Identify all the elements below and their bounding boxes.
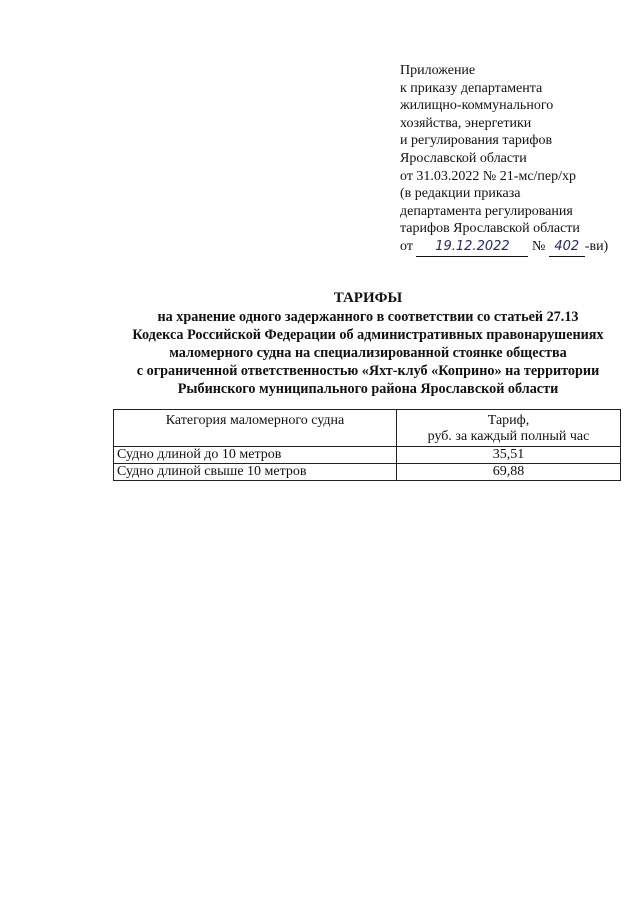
title-line: на хранение одного задержанного в соответствии со статьей 27.13 [157, 309, 579, 325]
header-tariff [397, 410, 621, 447]
header-tariff-line: Тариф, [487, 413, 530, 428]
row-category: Судно длиной до 10 метров [114, 447, 397, 464]
tariff-table [113, 409, 621, 481]
table-row [114, 464, 621, 481]
table-row [114, 447, 621, 464]
amendment-line [400, 238, 630, 257]
appendix-line: Приложение [400, 63, 476, 78]
header-category: Категория маломерного судна [114, 410, 397, 447]
title-line: Кодекса Российской Федерации об административных правонарушениях [132, 327, 604, 343]
row-tariff: 69,88 [397, 464, 621, 481]
table-header-row [114, 410, 621, 447]
appendix-line: хозяйства, энергетики [400, 115, 532, 131]
title-line: Рыбинского муниципального района Ярославской области [177, 381, 559, 397]
appendix-line: Ярославской области [400, 150, 527, 166]
title-main: ТАРИФЫ [333, 290, 403, 306]
appendix-line: к приказу департамента [400, 80, 543, 96]
appendix-line: тарифов Ярославской области [400, 221, 580, 237]
title-line: маломерного судна на специализированной стоянке общества [169, 345, 567, 361]
appendix-line: от 31.03.2022 № 21-мс/пер/хр [400, 168, 577, 184]
row-category: Судно длиной свыше 10 метров [114, 464, 397, 481]
appendix-line: департамента регулирования [400, 203, 573, 219]
number-sign: № [531, 238, 546, 254]
handwritten-date: 19.12.2022 [416, 238, 528, 257]
appendix-line: (в редакции приказа [400, 186, 521, 202]
handwritten-number: 402 [549, 238, 585, 257]
document-title [108, 289, 628, 398]
row-tariff: 35,51 [397, 447, 621, 464]
appendix-line: и регулирования тарифов [400, 133, 553, 149]
amendment-prefix: от [400, 238, 413, 254]
title-line: с ограниченной ответственностью «Яхт-клуб «Коприно» на территории [136, 363, 600, 379]
amendment-suffix: -ви) [584, 238, 609, 254]
appendix-line: жилищно-коммунального [400, 98, 554, 114]
header-tariff-line: руб. за каждый полный час [427, 429, 590, 444]
appendix-block [400, 62, 630, 257]
